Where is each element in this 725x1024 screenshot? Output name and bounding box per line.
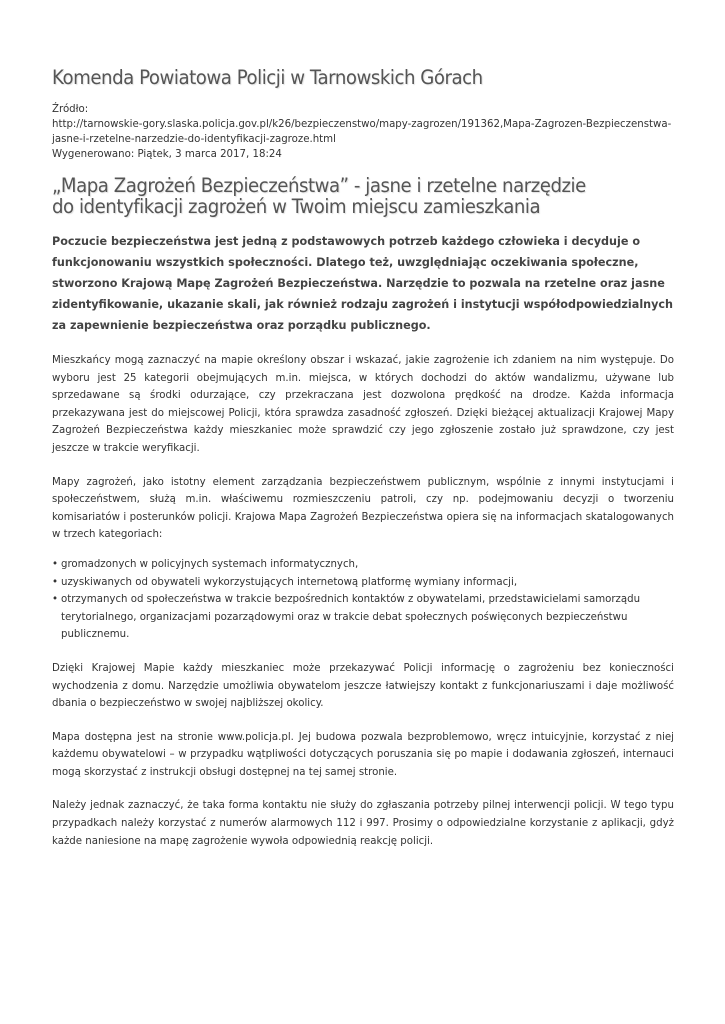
list-item xyxy=(52,556,674,574)
bullet-icon: • xyxy=(52,594,59,606)
article-title xyxy=(52,175,630,217)
bullet-icon: • xyxy=(52,576,59,588)
article-lead: Poczucie bezpieczeństwa jest jedną z podstawowych potrzeb każdego człowieka i decyduje o funkcjonowaniu wszystkich społeczności. Dlatego też, uwzględniając oczekiwania społeczne, stworzono Krajową Mapę Zagrożeń Bezpieczeństwa. Narzędzie to pozwala na rzetelne oraz jasne zidentyfikowanie, ukazanie skali, jak również rodzaju zagrożeń i instytucji współodpowiedzialnych za zapewnienie bezpieczeństwa oraz porządku publicznego. xyxy=(52,235,674,332)
source-url: http://tarnowskie-gory.slaska.policja.gov.pl/k26/bezpieczenstwo/mapy-zagrozen/191362,Mapa-Zagrozen-Bezpieczenstwa-jasne-i-rzetelne-narzedzie-do-identyfikacji-zagroze.html xyxy=(52,119,672,145)
list-item xyxy=(52,591,674,644)
document-content xyxy=(52,64,674,850)
organization-title: Komenda Powiatowa Policji w Tarnowskich Górach xyxy=(52,66,483,89)
list-item-text: gromadzonych w policyjnych systemach informatycznych, xyxy=(61,558,359,570)
paragraph-2: Mapy zagrożeń, jako istotny element zarządzania bezpieczeństwem publicznym, wspólnie z innymi instytucjami i społeczeństwem, służą m.in. właściwemu rozmieszczeniu patroli, czy np. podejmowaniu decyzji o tworzeniu komisariatów i posterunków policji. Krajowa Mapa Zagrożeń Bezpieczeństwa opiera się na informacjach skatalogowanych w trzech kategoriach: xyxy=(52,476,674,541)
source-label: Źródło: xyxy=(52,104,89,115)
paragraph-4: Mapa dostępna jest na stronie www.policja.pl. Jej budowa pozwala bezproblemowo, wręcz intuicyjnie, korzystać z niej każdemu obywatelowi – w przypadku wątpliwości dotyczących poruszania się po mapie i dodawania zgłoszeń, internauci mogą skorzystać z instrukcji obsługi dostępnej na tej samej stronie. xyxy=(52,731,674,778)
generated-timestamp: Wygenerowano: Piątek, 3 marca 2017, 18:24 xyxy=(52,149,282,160)
article-title-line-2: do identyfikacji zagrożeń w Twoim miejscu zamieszkania xyxy=(52,195,541,218)
list-item-text: uzyskiwanych od obywateli wykorzystujących internetową platformę wymiany informacji, xyxy=(61,576,518,588)
category-list xyxy=(52,556,674,644)
paragraph-1: Mieszkańcy mogą zaznaczyć na mapie określony obszar i wskazać, jakie zagrożenie ich zdaniem na nim występuje. Do wyboru jest 25 kategorii obejmujących m.in. miejsca, w których dochodzi do aktów wandalizmu, używane lub sprzedawane są środki odurzające, czy przekraczana jest dozwolona prędkość na drodze. Każda informacja przekazywana jest do miejscowej Policji, która sprawdza zasadność zgłoszeń. Dzięki bieżącej aktualizacji Krajowej Mapy Zagrożeń Bezpieczeństwa każdy mieszkaniec może sprawdzić czy jego zgłoszenie zostało już sprawdzone, czy jest jeszcze w trakcie weryfikacji. xyxy=(52,355,674,454)
source-meta xyxy=(52,102,674,162)
article-title-line-1: „Mapa Zagrożeń Bezpieczeństwa” - jasne i rzetelne narzędzie xyxy=(52,174,586,197)
paragraph-3: Dzięki Krajowej Mapie każdy mieszkaniec może przekazywać Policji informację o zagrożeniu bez konieczności wychodzenia z domu. Narzędzie umożliwia obywatelom jeszcze łatwiejszy kontakt z funkcjonariuszami i daje możliwość dbania o bezpieczeństwo w swojej najbliższej okolicy. xyxy=(52,662,674,710)
list-item xyxy=(52,574,674,592)
bullet-icon: • xyxy=(52,558,59,570)
paragraph-5: Należy jednak zaznaczyć, że taka forma kontaktu nie służy do zgłaszania potrzeby pilnej interwencji policji. W tego typu przypadkach należy korzystać z numerów alarmowych 112 i 997. Prosimy o odpowiedzialne korzystanie z aplikacji, gdyż każde naniesione na mapę zagrożenie wywoła odpowiednią reakcję policji. xyxy=(52,800,674,847)
list-item-text: otrzymanych od społeczeństwa w trakcie bezpośrednich kontaktów z obywatelami, przedstawicielami samorządu terytorialnego, organizacjami pozarządowymi oraz w trakcie debat społecznych poświęconych bezpieczeństwu publicznemu. xyxy=(61,594,641,641)
